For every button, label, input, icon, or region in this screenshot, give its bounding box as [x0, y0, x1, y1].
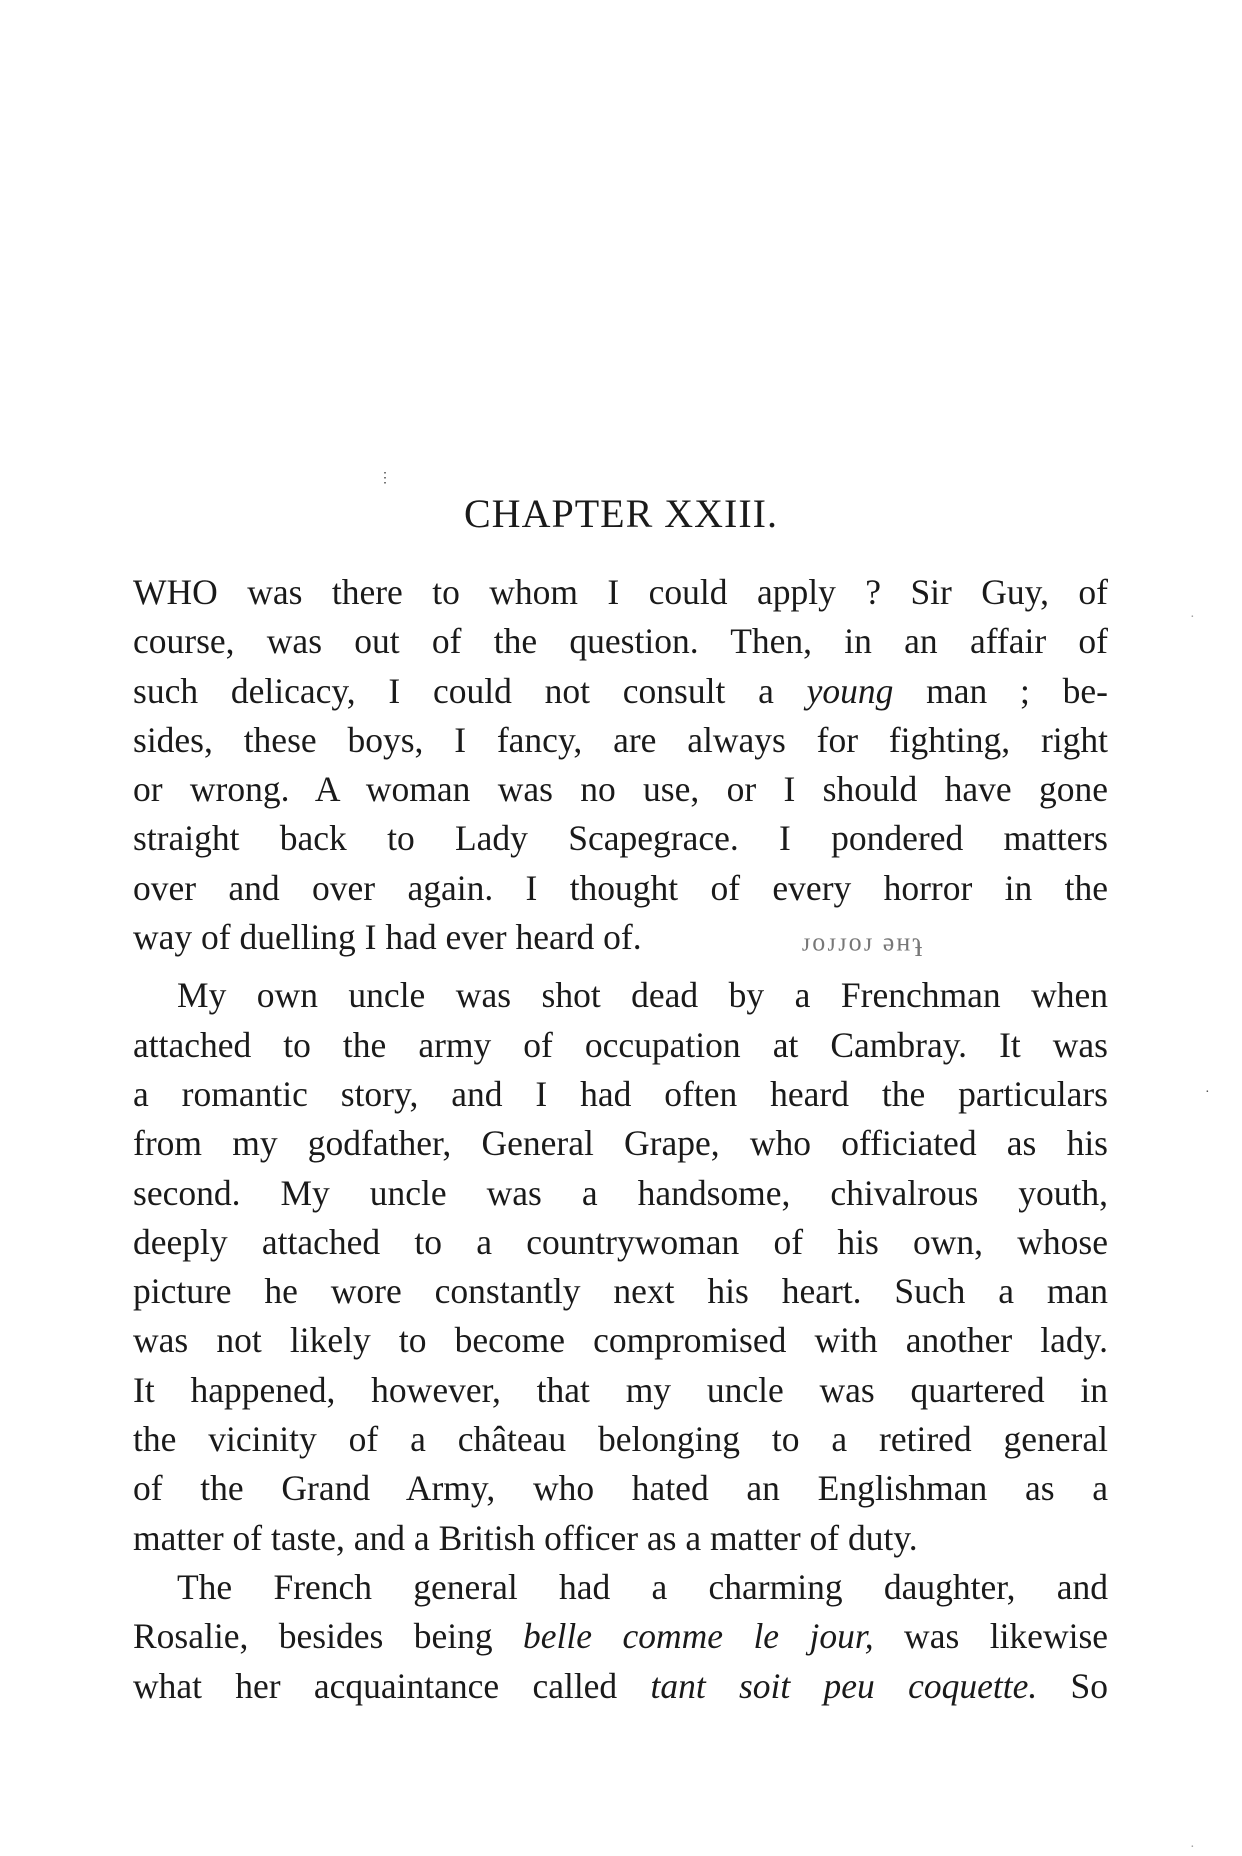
- bleed-through-text: ɿoɿɿoɿ ɘʜɈ: [801, 932, 925, 962]
- line-text: sides, these boys, I fancy, are always for fighting, right: [133, 719, 1108, 760]
- print-speck: ·: [1190, 610, 1195, 625]
- text-line: [133, 1612, 1108, 1661]
- line-text: what her acquaintance called: [133, 1665, 651, 1706]
- text-line: [133, 765, 1108, 814]
- text-line: attached to the army of occupation at Cambray. It was: [133, 1024, 1108, 1065]
- paragraph-1: [133, 568, 1108, 971]
- line-text: straight back to Lady Scapegrace. I pondered matters: [133, 818, 1108, 859]
- text-line: It happened, however, that my uncle was quartered in: [133, 1369, 1108, 1410]
- paragraph-2: [133, 971, 1108, 1563]
- line-text: was there to whom I could apply ? Sir Guy, of: [217, 572, 1108, 612]
- paragraph-3: [133, 1563, 1108, 1711]
- line-text: man ; be-: [893, 670, 1108, 711]
- chapter-title: CHAPTER XXIII.: [464, 491, 778, 536]
- line-text: way of duelling I had ever heard of.: [133, 917, 642, 958]
- text-line: [133, 1662, 1108, 1711]
- text-line: [133, 617, 1108, 666]
- text-line: second. My uncle was a handsome, chivalrous youth,: [133, 1172, 1108, 1213]
- text-line: The French general had a charming daughter, and: [177, 1566, 1108, 1607]
- line-text: So: [1037, 1665, 1108, 1706]
- text-line: from my godfather, General Grape, who officiated as his: [133, 1123, 1108, 1164]
- line-text: over and over again. I thought of every horror in the: [133, 867, 1108, 908]
- italic-phrase: tant soit peu coquette.: [650, 1665, 1038, 1706]
- line-text: was likewise: [873, 1616, 1109, 1657]
- text-line: picture he wore constantly next his heart. Such a man: [133, 1271, 1108, 1312]
- text-line: [133, 814, 1108, 863]
- text-line: [133, 667, 1108, 716]
- text-line: of the Grand Army, who hated an Englishman as a: [133, 1468, 1108, 1509]
- print-speck: ·: [1190, 1840, 1195, 1855]
- text-line: matter of taste, and a British officer as a matter of duty.: [133, 1517, 918, 1558]
- italic-phrase: belle comme le jour,: [523, 1616, 874, 1657]
- text-line: [133, 913, 1108, 971]
- line-text: course, was out of the question. Then, in an affair of: [133, 621, 1108, 662]
- text-line: was not likely to become compromised with another lady.: [133, 1320, 1108, 1361]
- text-line: [133, 864, 1108, 913]
- chapter-body: [133, 568, 1108, 1711]
- print-speck: ⋮: [378, 471, 392, 486]
- text-line: deeply attached to a countrywoman of his own, whose: [133, 1221, 1108, 1262]
- print-speck: ·: [1205, 1085, 1210, 1100]
- line-text: Rosalie, besides being: [133, 1616, 524, 1657]
- text-line: a romantic story, and I had often heard the particulars: [133, 1073, 1108, 1114]
- text-line: [133, 568, 1108, 617]
- line-text: or wrong. A woman was no use, or I should have gone: [133, 769, 1108, 810]
- text-line: the vicinity of a château belonging to a retired general: [133, 1419, 1108, 1460]
- drop-word: WHO: [133, 572, 218, 612]
- text-line: [133, 716, 1108, 765]
- line-text: such delicacy, I could not consult a: [133, 670, 807, 711]
- italic-word: young: [806, 670, 894, 711]
- text-line: My own uncle was shot dead by a Frenchman when: [177, 975, 1108, 1016]
